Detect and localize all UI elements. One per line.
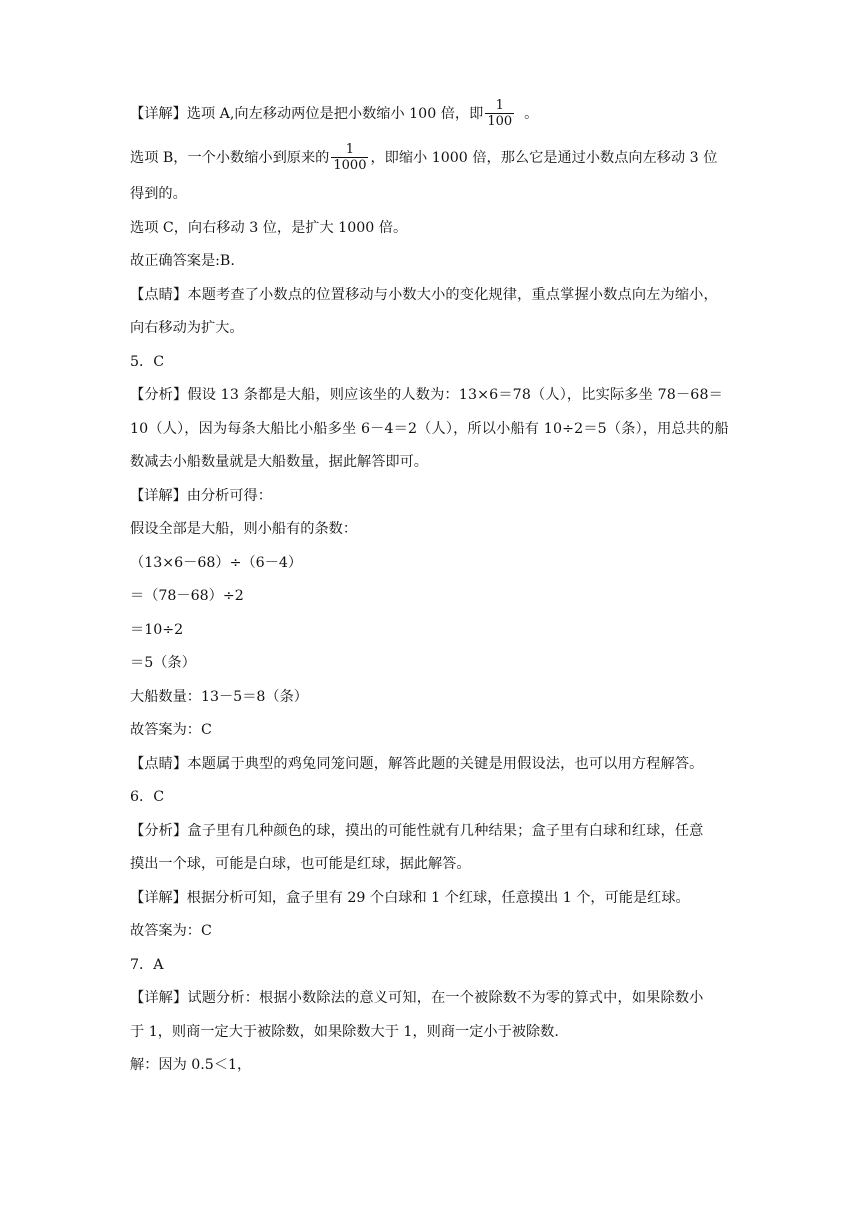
paragraph-line: 摸出一个球，可能是白球，也可能是红球，据此解答。 (130, 856, 471, 872)
answer-line: 故答案为：C (130, 722, 212, 738)
paragraph-line: 【分析】假设 13 条都是大船，则应该坐的人数为：13×6＝78（人），比实际多坐 78－68＝ (130, 387, 723, 403)
paragraph-line: 【点睛】本题属于典型的鸡兔同笼问题，解答此题的关键是用假设法，也可以用方程解答。 (130, 755, 704, 772)
paragraph-line (130, 140, 734, 176)
text-segment: 。 (524, 106, 539, 122)
answer-line: 故答案为：C (130, 923, 212, 939)
paragraph-line: 【详解】试题分析：根据小数除法的意义可知，在一个被除数不为零的算式中，如果除数小 (130, 990, 704, 1006)
equation-line: ＝10÷2 (130, 621, 184, 638)
text-segment: 【详解】选项 A,向左移动两位是把小数缩小 100 倍，即 (130, 106, 484, 122)
paragraph-line: 大船数量：13－5＝8（条） (130, 688, 308, 705)
fraction (485, 98, 514, 129)
paragraph-line (130, 96, 734, 132)
fraction-numerator: 1 (485, 98, 514, 114)
paragraph-line: 假设全部是大船，则小船有的条数： (130, 521, 358, 537)
paragraph-line: 选项 C，向右移动 3 位，是扩大 1000 倍。 (130, 219, 408, 236)
text-segment: ，即缩小 1000 倍，那么它是通过小数点向左移动 3 位 (370, 150, 718, 166)
paragraph-line: 数减去小船数量就是大船数量，据此解答即可。 (130, 454, 428, 470)
paragraph-line: 【详解】由分析可得： (130, 487, 272, 504)
paragraph-line: 得到的。 (130, 186, 187, 202)
question-number: 6．C (130, 789, 165, 805)
question-number: 5．C (130, 353, 165, 370)
paragraph-line: 故正确答案是:B. (130, 253, 235, 269)
equation-line: （13×6－68）÷（6－4） (130, 554, 303, 571)
fraction-numerator: 1 (331, 142, 368, 158)
document-body (130, 96, 734, 1089)
paragraph-line: 【分析】盒子里有几种颜色的球，摸出的可能性就有几种结果；盒子里有白球和红球，任意 (130, 822, 704, 839)
fraction-denominator: 1000 (333, 157, 367, 173)
equation-line: ＝5（条） (130, 655, 196, 671)
fraction (331, 142, 368, 173)
question-number: 7．A (130, 956, 164, 973)
text-segment: 选项 B，一个小数缩小到原来的 (130, 150, 330, 166)
paragraph-line: 10（人），因为每条大船比小船多坐 6－4＝2（人），所以小船有 10÷2＝5（条），用总共的船 (130, 420, 729, 437)
paragraph-line: 【详解】根据分析可知，盒子里有 29 个白球和 1 个红球，任意摸出 1 个，可能是红球。 (130, 889, 690, 906)
equation-line: ＝（78－68）÷2 (130, 588, 244, 604)
paragraph-line: 【点睛】本题考查了小数点的位置移动与小数大小的变化规律，重点掌握小数点向左为缩小， (130, 286, 718, 303)
paragraph-line: 于 1，则商一定大于被除数，如果除数大于 1，则商一定小于被除数. (130, 1023, 559, 1040)
paragraph-line: 向右移动为扩大。 (130, 320, 244, 336)
paragraph-line: 解：因为 0.5＜1， (130, 1057, 252, 1073)
fraction-denominator: 100 (487, 113, 513, 129)
